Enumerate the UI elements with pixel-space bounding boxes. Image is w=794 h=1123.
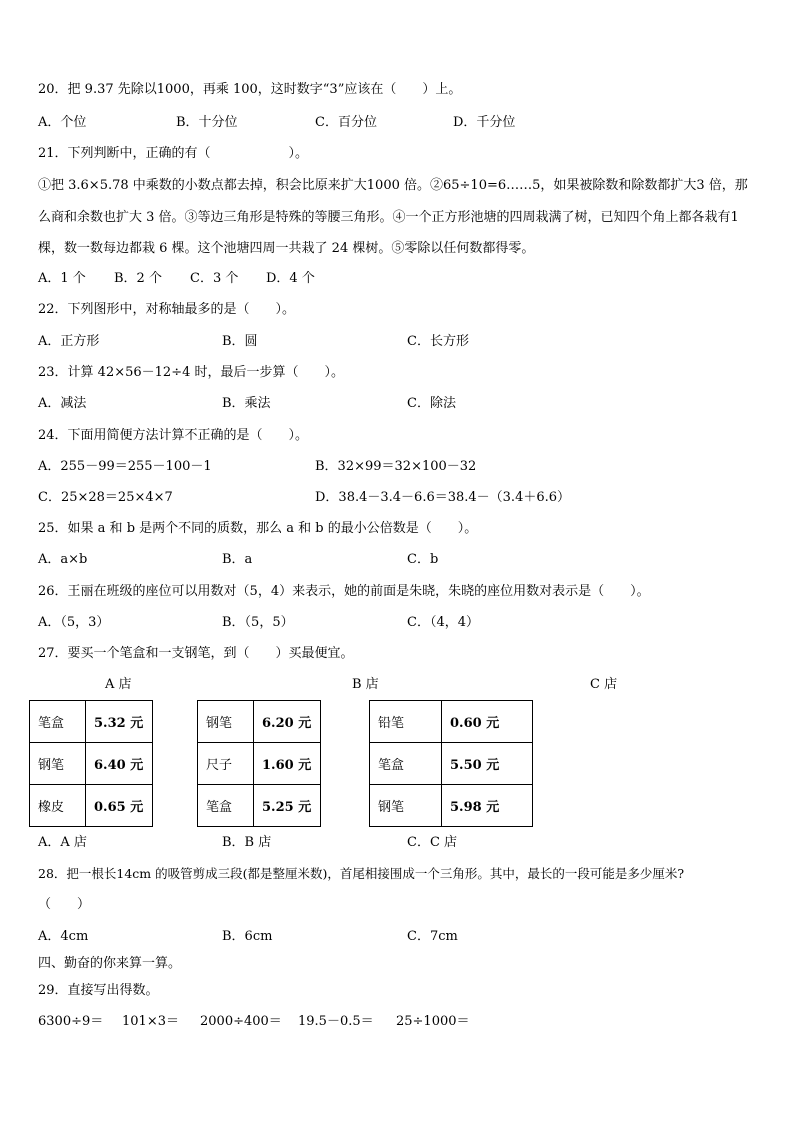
item-name: 钢笔 [370,785,442,827]
q27-option-c: C．C 店 [407,835,458,850]
item-name: 尺子 [198,743,254,785]
q21-body: ①把 3.6×5.78 中乘数的小数点都去掉，积会比原来扩大1000 倍。②65÷10=6……5，如果被除数和除数都扩大3 倍，那么商和余数也扩大 3 倍。③等边三角形是特殊的等腰三角形。④一个正方形池塘的四周栽满了树，已知四个角上都各栽有1 棵，数一数每边都栽 6 棵。这个池塘四周一共栽了 24 棵树。⑤零除以任何数都得零。 [38,178,748,256]
expression: 6300÷9＝ [38,1014,104,1029]
q27-option-a: A．A 店 [38,835,87,850]
table-row [370,743,533,785]
item-price: 5.32 元 [86,701,153,743]
item-name: 钢笔 [198,701,254,743]
q22-option-a: A．正方形 [38,334,100,349]
q24-option-c: C．25×28＝25×4×7 [38,490,173,505]
table-row [370,785,533,827]
item-name: 笔盒 [30,701,86,743]
table-row [198,743,321,785]
item-price: 6.40 元 [86,743,153,785]
item-name: 笔盒 [370,743,442,785]
table-row [30,743,153,785]
q20-stem: 20．把 9.37 先除以1000，再乘 100，这时数字“3”应该在（ ）上。 [38,82,462,97]
q27-stem: 27．要买一个笔盒和一支钢笔，到（ ）买最便宜。 [38,646,354,661]
item-price: 1.60 元 [254,743,321,785]
table-row [30,785,153,827]
q23-option-a: A．减法 [38,396,87,411]
expression: 101×3＝ [122,1014,179,1029]
q24-option-a: A．255－99＝255－100－1 [38,459,212,474]
q28-option-b: B．6cm [222,929,273,944]
q23-option-b: B．乘法 [222,396,271,411]
q21-option-b: B．2 个 [114,271,162,286]
q24-stem: 24．下面用简便方法计算不正确的是（ ）。 [38,428,309,443]
q22-option-b: B．圆 [222,334,258,349]
q26-option-c: C．（4，4） [407,615,479,630]
item-price: 0.60 元 [442,701,533,743]
q24-option-b: B．32×99＝32×100－32 [315,459,477,474]
item-price: 0.65 元 [86,785,153,827]
q20-option-d: D．千分位 [453,115,516,130]
shop-c-title: C 店 [590,677,618,692]
q23-option-c: C．除法 [407,396,456,411]
item-price: 5.25 元 [254,785,321,827]
q28-option-c: C．7cm [407,929,458,944]
expression: 19.5－0.5＝ [298,1014,374,1029]
q26-option-a: A．（5，3） [38,615,110,630]
table-row [198,701,321,743]
q29-stem: 29．直接写出得数。 [38,983,159,998]
q22-stem: 22．下列图形中，对称轴最多的是（ ）。 [38,302,296,317]
q27-option-b: B．B 店 [222,835,272,850]
q26-stem: 26．王丽在班级的座位可以用数对（5，4）来表示，她的前面是朱晓，朱晓的座位用数对表示是（ ）。 [38,584,650,599]
q20-option-c: C．百分位 [315,115,377,130]
q25-option-a: A．a×b [38,552,88,567]
q25-stem: 25．如果 a 和 b 是两个不同的质数，那么 a 和 b 的最小公倍数是（ ）。 [38,521,478,536]
q21-option-c: C．3 个 [190,271,239,286]
q20-option-b: B．十分位 [176,115,238,130]
q28-stem: 28．把一根长14cm 的吸管剪成三段(都是整厘米数)，首尾相接围成一个三角形。其中，最长的一段可能是多少厘米? [38,866,685,881]
q21-option-d: D．4 个 [266,271,315,286]
shop-c-table [369,700,533,827]
q23-stem: 23．计算 42×56－12÷4 时，最后一步算（ ）。 [38,365,344,380]
section-heading: 四、勤奋的你来算一算。 [38,956,182,971]
q26-option-b: B．（5，5） [222,615,294,630]
item-price: 5.98 元 [442,785,533,827]
item-name: 笔盒 [198,785,254,827]
q28-blank: （ ） [38,897,91,912]
q28-option-a: A．4cm [38,929,89,944]
item-name: 铅笔 [370,701,442,743]
shop-a-title: A 店 [105,677,132,692]
q21-option-a: A．1 个 [38,271,86,286]
item-price: 6.20 元 [254,701,321,743]
table-row [198,785,321,827]
q21-stem: 21．下列判断中，正确的有（ ）。 [38,146,309,161]
item-name: 橡皮 [30,785,86,827]
expression: 25÷1000＝ [396,1014,470,1029]
item-name: 钢笔 [30,743,86,785]
q25-option-b: B．a [222,552,253,567]
table-row [370,701,533,743]
q22-option-c: C．长方形 [407,334,469,349]
shop-b-table [197,700,321,827]
shop-a-table [29,700,153,827]
table-row [30,701,153,743]
q20-option-a: A．个位 [38,115,87,130]
item-price: 5.50 元 [442,743,533,785]
shop-b-title: B 店 [352,677,379,692]
q25-option-c: C．b [407,552,439,567]
q24-option-d: D．38.4－3.4－6.6＝38.4－（3.4＋6.6） [315,490,571,505]
expression: 2000÷400＝ [200,1014,282,1029]
